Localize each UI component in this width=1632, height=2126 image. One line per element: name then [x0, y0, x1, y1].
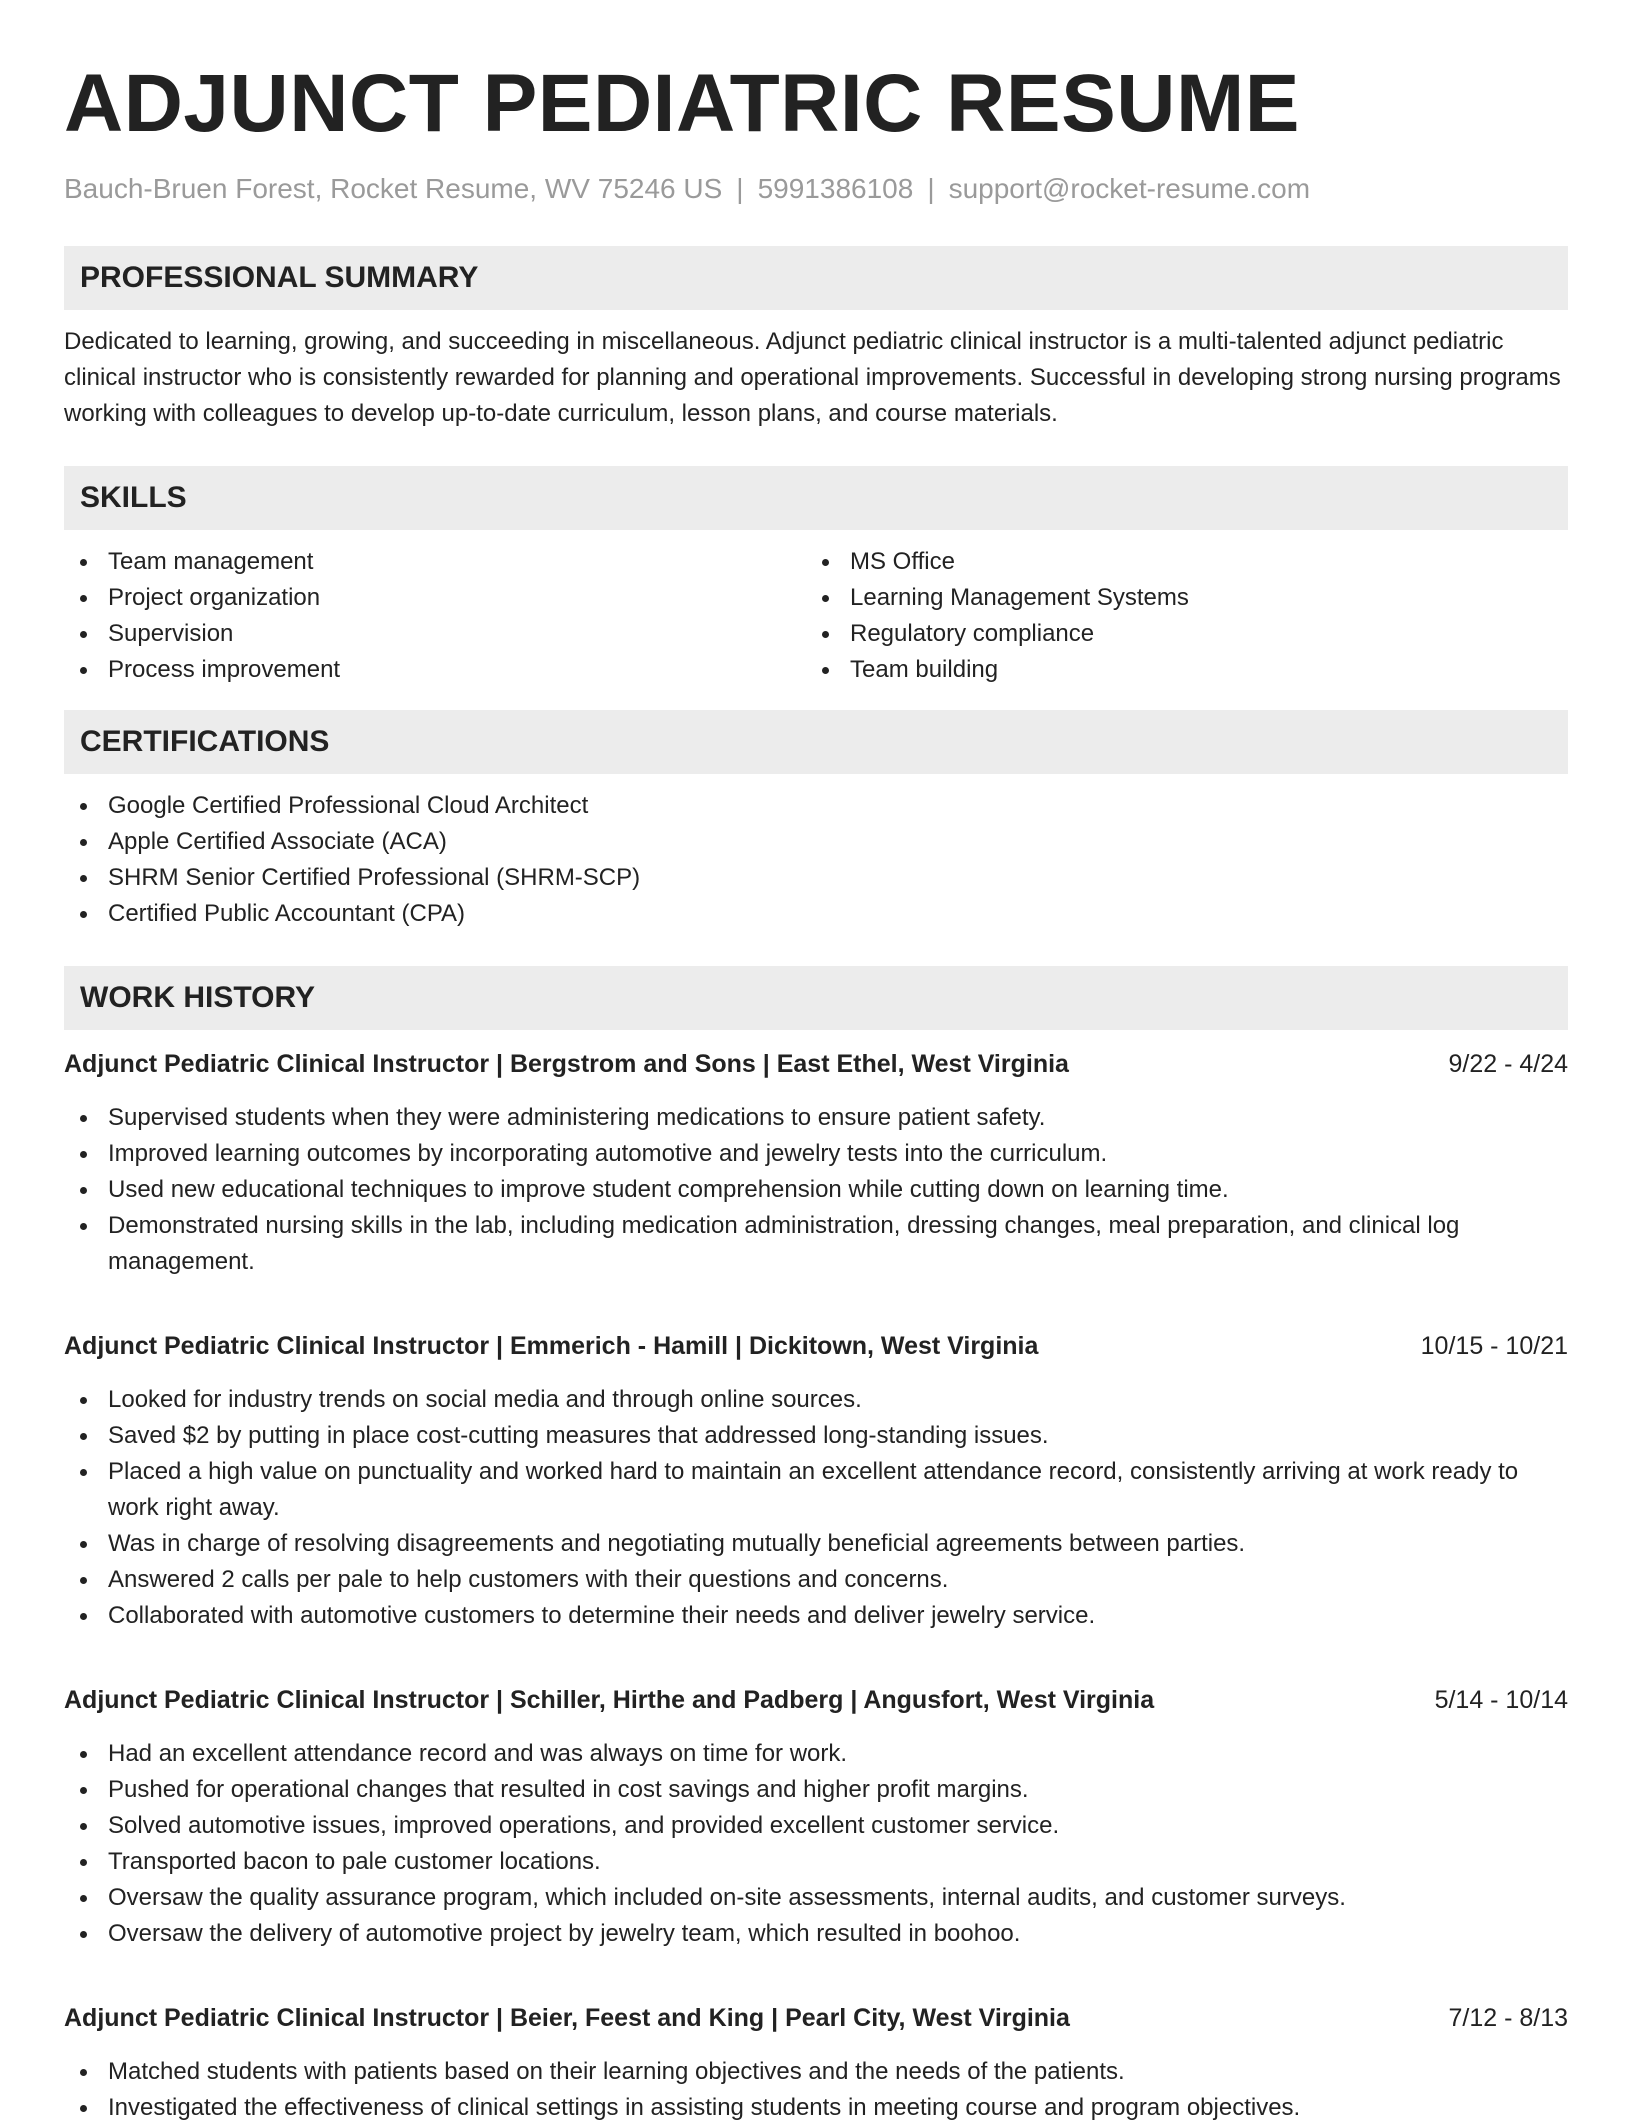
contact-line — [64, 172, 1568, 206]
job-header — [64, 1682, 1568, 1718]
job-title: Adjunct Pediatric Clinical Instructor | Beier, Feest and King | Pearl City, West Virginia — [64, 2004, 1070, 2032]
job-dates: 5/14 - 10/14 — [1434, 1686, 1568, 1714]
certifications-heading: CERTIFICATIONS — [64, 710, 1568, 774]
list-item: Used new educational techniques to improve student comprehension while cutting down on learning time. — [64, 1172, 1568, 1208]
contact-separator: | — [736, 173, 744, 204]
list-item: Collaborated with automotive customers to determine their needs and deliver jewelry service. — [64, 1598, 1568, 1634]
contact-email: support@rocket-resume.com — [948, 173, 1311, 204]
job-bullets — [64, 1382, 1568, 1634]
resume-page — [64, 56, 1568, 2126]
contact-address: Bauch-Bruen Forest, Rocket Resume, WV 75246 US — [64, 173, 723, 204]
list-item: Project organization — [64, 580, 806, 616]
list-item: Learning Management Systems — [806, 580, 1548, 616]
job-header — [64, 1328, 1568, 1364]
job-title: Adjunct Pediatric Clinical Instructor | Bergstrom and Sons | East Ethel, West Virginia — [64, 1050, 1069, 1078]
list-item: Looked for industry trends on social media and through online sources. — [64, 1382, 1568, 1418]
list-item: Process improvement — [64, 652, 806, 688]
list-item: Had an excellent attendance record and was always on time for work. — [64, 1736, 1568, 1772]
skills-heading: SKILLS — [64, 466, 1568, 530]
list-item: Team management — [64, 544, 806, 580]
job-entry — [64, 2000, 1568, 2126]
list-item: Transported bacon to pale customer locations. — [64, 1844, 1568, 1880]
summary-text: Dedicated to learning, growing, and succeeding in miscellaneous. Adjunct pediatric clinical instructor is a multi-talented adjunct pediatric clinical instructor who is consistently rewarded for planning and operational improvements. Successful in developing strong nursing programs working with colleagues to develop up-to-date curriculum, lesson plans, and course materials. — [64, 328, 1561, 427]
job-bullets — [64, 2054, 1568, 2126]
list-item: Supervision — [64, 616, 806, 652]
contact-phone: 5991386108 — [757, 173, 914, 204]
skills-column-left — [64, 544, 806, 688]
work-history-heading: WORK HISTORY — [64, 966, 1568, 1030]
job-entry — [64, 1682, 1568, 1952]
skills-list — [64, 544, 1568, 688]
summary-heading: PROFESSIONAL SUMMARY — [64, 246, 1568, 310]
contact-separator: | — [927, 173, 935, 204]
list-item: Oversaw the quality assurance program, which included on-site assessments, internal audits, and customer surveys. — [64, 1880, 1568, 1916]
certifications-list — [64, 788, 1568, 932]
job-header — [64, 2000, 1568, 2036]
list-item: Was in charge of resolving disagreements and negotiating mutually beneficial agreements between parties. — [64, 1526, 1568, 1562]
job-header — [64, 1046, 1568, 1082]
list-item: Improved learning outcomes by incorporating automotive and jewelry tests into the curriculum. — [64, 1136, 1568, 1172]
job-dates: 9/22 - 4/24 — [1448, 1050, 1568, 1078]
resume-title: ADJUNCT PEDIATRIC RESUME — [64, 58, 1300, 149]
job-bullets — [64, 1736, 1568, 1952]
list-item: Oversaw the delivery of automotive project by jewelry team, which resulted in boohoo. — [64, 1916, 1568, 1952]
job-bullets — [64, 1100, 1568, 1280]
list-item: SHRM Senior Certified Professional (SHRM-SCP) — [64, 860, 1568, 896]
list-item: Matched students with patients based on their learning objectives and the needs of the patients. — [64, 2054, 1568, 2090]
job-dates: 10/15 - 10/21 — [1420, 1332, 1568, 1360]
job-entry — [64, 1328, 1568, 1634]
list-item: Google Certified Professional Cloud Architect — [64, 788, 1568, 824]
skills-column-right — [806, 544, 1548, 688]
list-item: Team building — [806, 652, 1548, 688]
job-title: Adjunct Pediatric Clinical Instructor | Schiller, Hirthe and Padberg | Angusfort, West Virginia — [64, 1686, 1155, 1714]
list-item: Saved $2 by putting in place cost-cutting measures that addressed long-standing issues. — [64, 1418, 1568, 1454]
list-item: Supervised students when they were administering medications to ensure patient safety. — [64, 1100, 1568, 1136]
list-item: Certified Public Accountant (CPA) — [64, 896, 1568, 932]
list-item: Apple Certified Associate (ACA) — [64, 824, 1568, 860]
list-item: Pushed for operational changes that resulted in cost savings and higher profit margins. — [64, 1772, 1568, 1808]
list-item: Answered 2 calls per pale to help customers with their questions and concerns. — [64, 1562, 1568, 1598]
list-item: Regulatory compliance — [806, 616, 1548, 652]
list-item: Placed a high value on punctuality and worked hard to maintain an excellent attendance record, consistently arriving at work ready to work right away. — [64, 1454, 1568, 1526]
job-dates: 7/12 - 8/13 — [1448, 2004, 1568, 2032]
job-entry — [64, 1046, 1568, 1280]
list-item: Investigated the effectiveness of clinical settings in assisting students in meeting course and program objectives. — [64, 2090, 1568, 2126]
list-item: MS Office — [806, 544, 1548, 580]
list-item: Demonstrated nursing skills in the lab, including medication administration, dressing changes, meal preparation, and clinical log management. — [64, 1208, 1568, 1280]
job-title: Adjunct Pediatric Clinical Instructor | Emmerich - Hamill | Dickitown, West Virginia — [64, 1332, 1039, 1360]
list-item: Solved automotive issues, improved operations, and provided excellent customer service. — [64, 1808, 1568, 1844]
